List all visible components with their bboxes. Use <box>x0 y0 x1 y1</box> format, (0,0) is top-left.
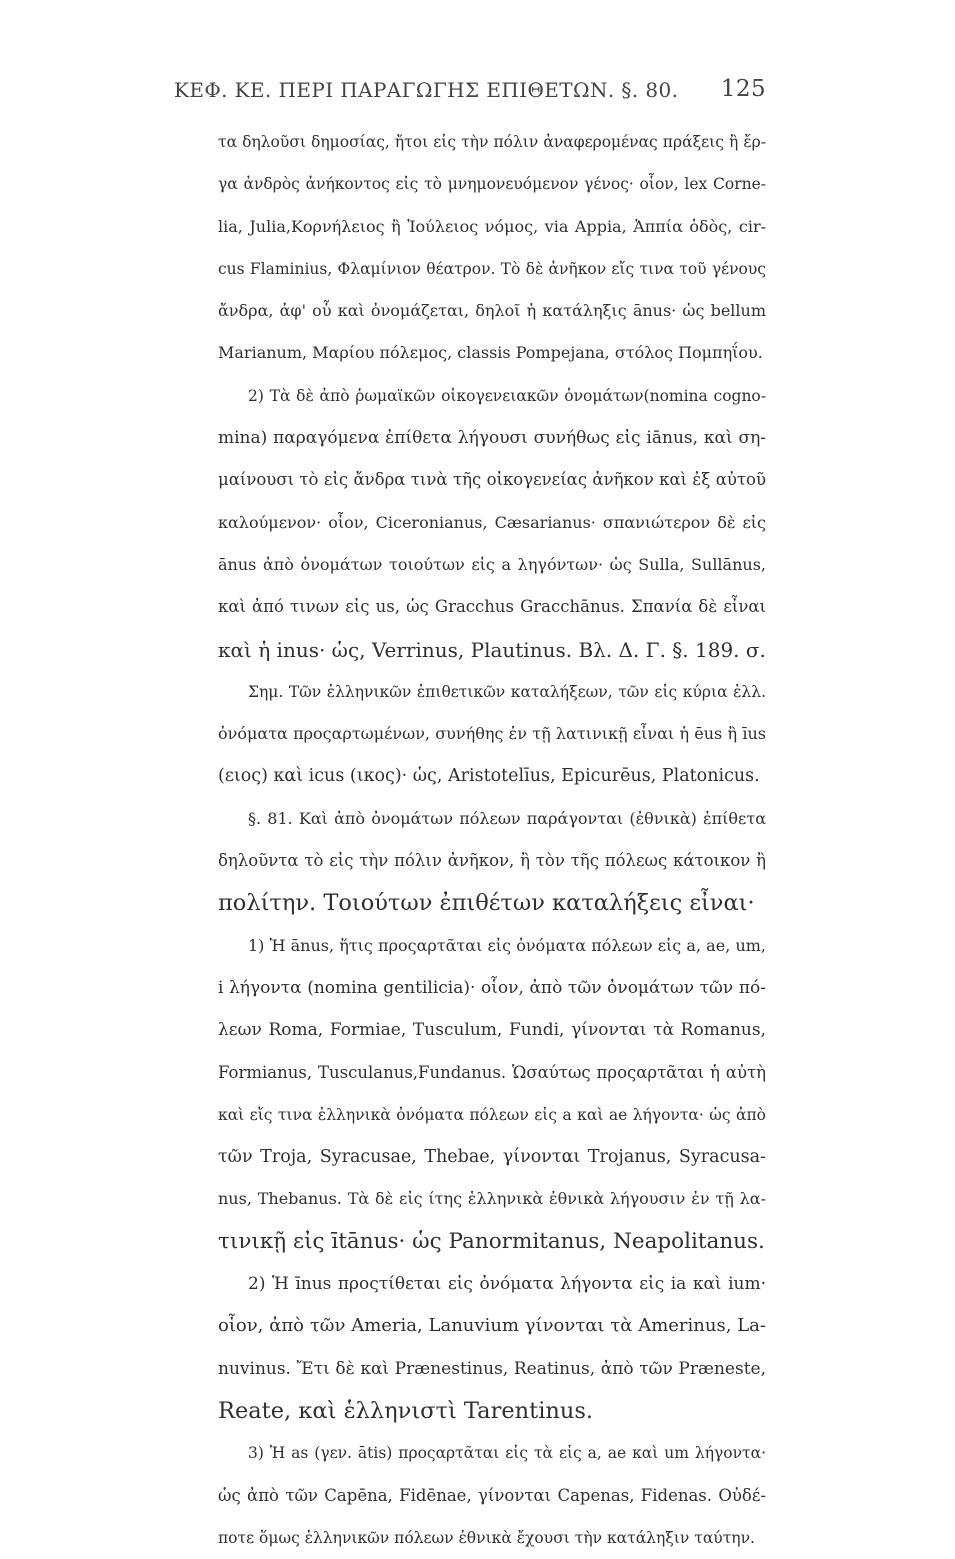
text-line: γα ἀνδρὸς ἀνήκοντος εἰς τὸ μνημονευόμενον γένος· οἷον, lex Corne- <box>218 175 766 194</box>
note-start-line: Σημ. Τῶν ἑλληνικῶν ἐπιθετικῶν καταλήξεων, τῶν εἰς κύρια ἑλλ. <box>248 682 766 701</box>
body-text <box>218 121 766 1559</box>
text-line: cus Flaminius, Φλαμίνιον θέατρον. Τὸ δὲ ἀνῆκον εἴς τινα τοῦ γένους <box>218 259 766 278</box>
text-line: Marianum, Μαρίου πόλεμος, classis Pompejana, στόλος Πομπηΐου. <box>218 343 763 363</box>
text-line: μαίνουσι τὸ εἰς ἄνδρα τινὰ τῆς οἰκογενείας ἀνῆκον καὶ ἐξ αὐτοῦ <box>218 470 766 490</box>
text-line: mina) παραγόμενα ἐπίθετα λήγουσι συνήθως εἰς iānus, καὶ ση- <box>218 428 766 449</box>
text-line: πολίτην. Τοιούτων ἐπιθέτων καταλήξεις εἶναι· <box>218 890 755 917</box>
text-line: lia, Julia,Κορνήλειος ἢ Ἰούλειος νόμος, via Appia, Ἀππία ὁδὸς, cir- <box>218 216 766 236</box>
section-start-line: §. 81. Καὶ ἀπὸ ὀνομάτων πόλεων παράγονται (ἐθνικὰ) ἐπίθετα <box>248 808 766 828</box>
running-title: ΚΕΦ. ΚΕ. ΠΕΡΙ ΠΑΡΑΓΩΓΗΣ ΕΠΙΘΕΤΩΝ. §. 80. <box>174 78 679 102</box>
text-line: ānus ἀπὸ ὀνομάτων τοιούτων εἰς a ληγόντων· ὡς Sulla, Sullānus, <box>218 554 766 574</box>
text-line: καὶ ἡ inus· ὡς, Verrinus, Plautinus. Βλ. Δ. Γ. §. 189. σ. <box>218 637 766 662</box>
text-line: καὶ εἴς τινα ἑλληνικὰ ὀνόματα πόλεων εἰς a καὶ ae λήγοντα· ὡς ἀπὸ <box>218 1105 766 1124</box>
text-line: (ειος) καὶ icus (ικος)· ὡς, Aristotelīus, Epicurēus, Platonicus. <box>218 766 760 787</box>
text-line: ὡς ἀπὸ τῶν Capēna, Fidēnae, γίνονται Capenas, Fidenas. Οὐδέ- <box>218 1485 766 1505</box>
paragraph-start-line: 2) Ἡ īnus προςτίθεται εἰς ὀνόματα λήγοντα εἰς ia καὶ ium· <box>248 1274 766 1295</box>
text-line: τινικῇ εἰς ītānus· ὡς Panormitanus, Neapolitanus. <box>218 1228 765 1254</box>
text-line: οἷον, ἀπὸ τῶν Ameria, Lanuvium γίνονται τὰ Amerinus, La- <box>218 1315 766 1337</box>
paragraph-start-line: 1) Ἡ ānus, ἥτις προςαρτᾶται εἰς ὀνόματα πόλεων εἰς a, ae, um, <box>248 935 766 955</box>
text-line: καὶ ἀπό τινων εἰς us, ὡς Gracchus Gracchānus. Σπανία δὲ εἶναι <box>218 597 766 617</box>
text-line: καλούμενον· οἷον, Ciceronianus, Cæsarianus· σπανιώτερον δὲ εἰς <box>218 512 766 532</box>
running-header <box>174 78 766 110</box>
paragraph-start-line: 3) Ἡ as (γεν. ātis) προςαρτᾶται εἰς τὰ εἰς a, ae καὶ um λήγοντα· <box>248 1444 766 1463</box>
text-line: ποτε ὅμως ἑλληνικῶν πόλεων ἐθνικὰ ἔχουσι τὴν κατάληξιν ταύτην. <box>218 1528 755 1547</box>
text-line: nuvinus. Ἔτι δὲ καὶ Prænestinus, Reatinus, ἀπὸ τῶν Præneste, <box>218 1358 766 1379</box>
text-line: ὀνόματα προςαρτωμένων, συνήθης ἐν τῇ λατινικῇ εἶναι ἡ ēus ἢ īus <box>218 724 766 744</box>
text-line: δηλοῦντα τὸ εἰς τὴν πόλιν ἀνῆκον, ἢ τὸν τῆς πόλεως κάτοικον ἢ <box>218 851 766 871</box>
text-line: Reate, καὶ ἑλληνιστὶ Tarentinus. <box>218 1397 594 1424</box>
text-line: nus, Thebanus. Τὰ δὲ εἰς ίτης ἑλληνικὰ ἐθνικὰ λήγουσιν ἐν τῇ λα- <box>218 1189 766 1209</box>
text-line: Formianus, Tusculanus,Fundanus. Ὡσαύτως προςαρτᾶται ἡ αὐτὴ <box>218 1062 766 1082</box>
text-line: ἄνδρα, ἀφ' οὗ καὶ ὀνομάζεται, δηλοῖ ἡ κατάληξις ānus· ὡς bellum <box>218 301 766 321</box>
page-number: 125 <box>720 76 766 102</box>
paragraph-start-line: 2) Τὰ δὲ ἀπὸ ῥωμαϊκῶν οἰκογενειακῶν ὀνομάτων(nomina cogno- <box>248 386 766 405</box>
text-line: τα δηλοῦσι δημοσίας, ἤτοι εἰς τὴν πόλιν ἀναφερομένας πράξεις ἢ ἔρ- <box>218 133 766 151</box>
text-line: τῶν Troja, Syracusae, Thebae, γίνονται Trojanus, Syracusa- <box>218 1147 766 1168</box>
text-line: i λήγοντα (nomina gentilicia)· οἷον, ἀπὸ τῶν ὀνομάτων τῶν πό- <box>218 977 766 998</box>
text-line: λεων Roma, Formiae, Tusculum, Fundi, γίνονται τὰ Romanus, <box>218 1020 766 1041</box>
